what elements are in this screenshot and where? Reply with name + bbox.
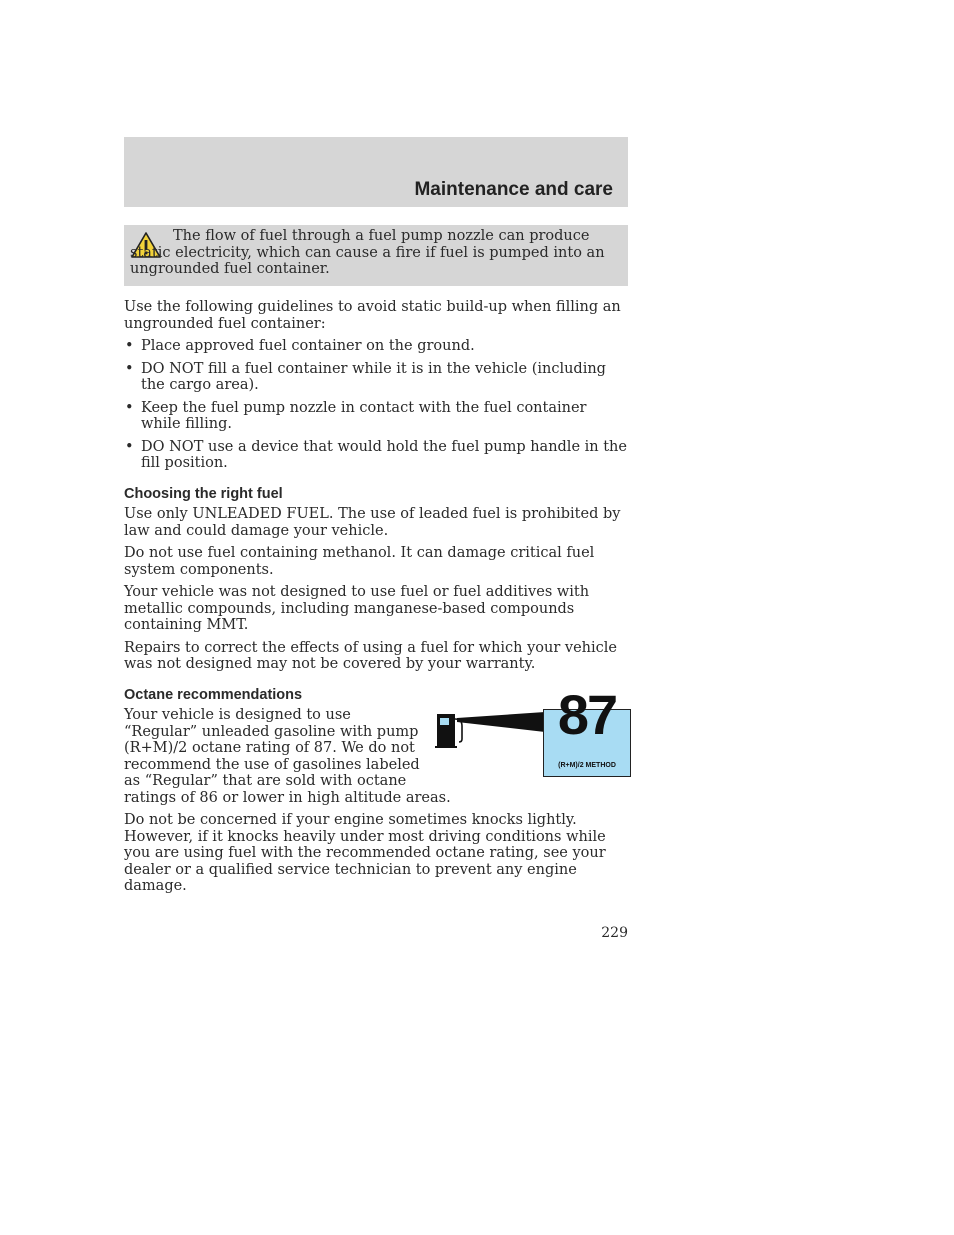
list-item: • Keep the fuel pump nozzle in contact with the fuel container while filling. xyxy=(124,400,628,433)
list-item: • DO NOT use a device that would hold the fuel pump handle in the fill position. xyxy=(124,439,628,472)
octane-heading: Octane recommendations xyxy=(124,686,303,703)
header-band xyxy=(124,137,628,207)
page-number: 229 xyxy=(601,925,628,941)
octane-paragraph: Your vehicle is designed to use “Regular” unleaded gasoline with pump (R+M)/2 octane rating of 87. We do not recommend the use of gasolines labeled as “Regular” that are sold with octane ratings of 86 or lower in high altitude areas. xyxy=(124,707,451,806)
fuel-heading: Choosing the right fuel xyxy=(124,485,283,502)
guideline-list xyxy=(124,338,628,472)
octane-paragraph: Do not be concerned if your engine sometimes knocks lightly. However, if it knocks heavily under most driving conditions while you are using fuel with the recommended octane rating, see your dealer or a qualified service technician to prevent any engine damage. xyxy=(124,812,606,894)
warning-box xyxy=(124,225,628,286)
warning-text: The flow of fuel through a fuel pump nozzle can produce static electricity, which can cause a fire if fuel is pumped into an ungrounded fuel container. xyxy=(130,228,605,277)
fuel-pump-icon xyxy=(435,711,545,749)
octane-number: 87 xyxy=(557,683,617,746)
intro-paragraph: Use the following guidelines to avoid static build-up when filling an ungrounded fuel container: xyxy=(124,299,621,332)
list-item: • DO NOT fill a fuel container while it is in the vehicle (including the cargo area). xyxy=(124,361,628,394)
fuel-paragraph: Repairs to correct the effects of using a fuel for which your vehicle was not designed may not be covered by your warranty. xyxy=(124,639,617,672)
list-item: • Place approved fuel container on the ground. xyxy=(124,338,628,355)
fuel-paragraph: Do not use fuel containing methanol. It can damage critical fuel system components. xyxy=(124,545,595,578)
octane-rating-label xyxy=(543,683,631,777)
octane-label-figure xyxy=(435,683,657,779)
section-title: Maintenance and care xyxy=(414,179,613,200)
fuel-paragraph: Your vehicle was not designed to use fuel or fuel additives with metallic compounds, including manganese-based compounds containing MMT. xyxy=(124,584,590,633)
page-content xyxy=(124,299,628,901)
fuel-paragraph: Use only UNLEADED FUEL. The use of leaded fuel is prohibited by law and could damage your vehicle. xyxy=(124,506,621,539)
octane-method: (R+M)/2 METHOD xyxy=(558,761,616,769)
